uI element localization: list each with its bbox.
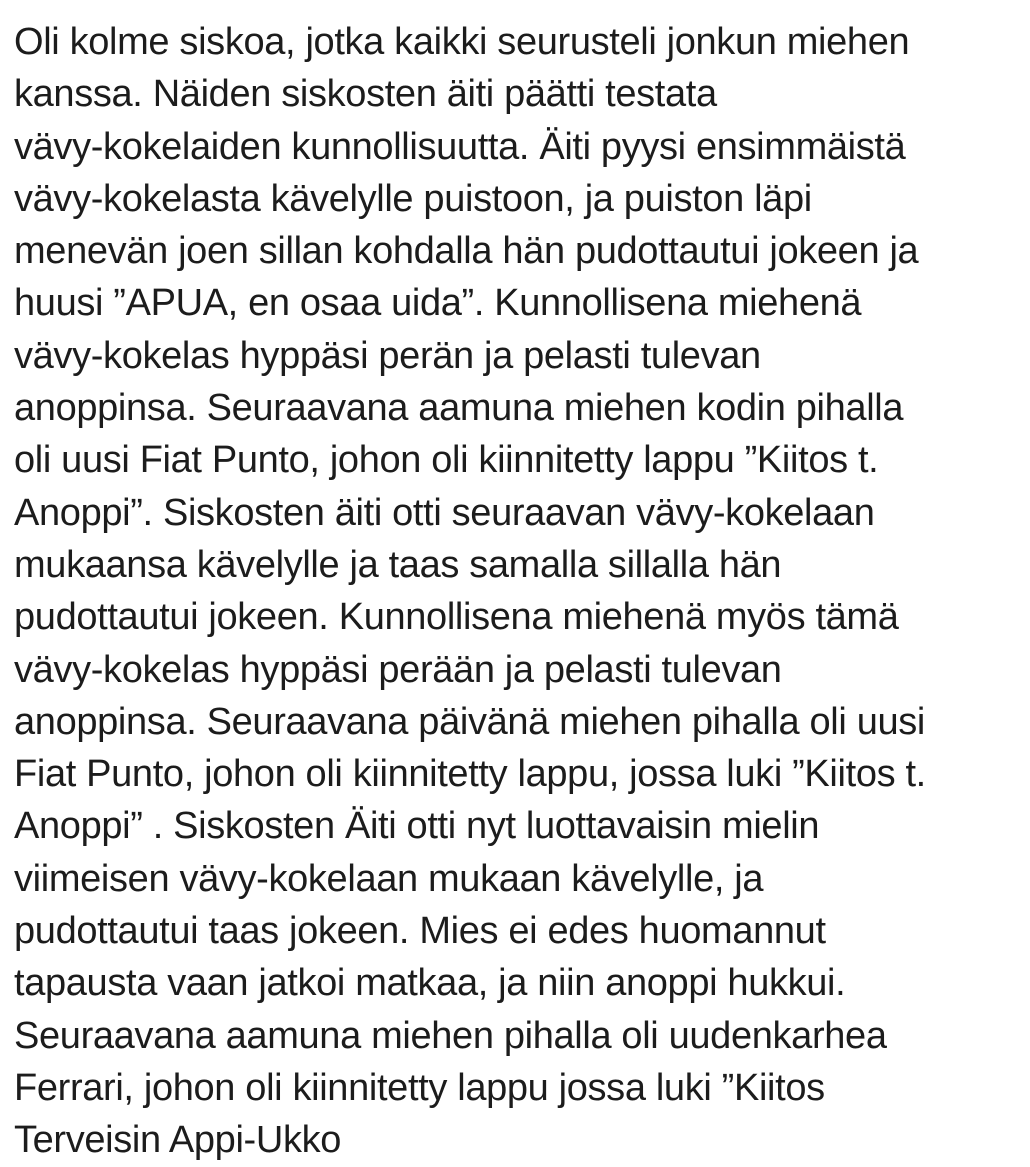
- text-line-17: viimeisen vävy-kokelaan mukaan kävelylle, ja: [14, 857, 764, 900]
- text-line-3: vävy-kokelaiden kunnollisuutta. Äiti pyysi ensimmäistä: [14, 125, 906, 168]
- text-line-22: Terveisin Appi-Ukko: [14, 1119, 342, 1162]
- text-line-4: vävy-kokelasta kävelylle puistoon, ja puiston läpi: [14, 177, 812, 220]
- text-line-13: vävy-kokelas hyppäsi perään ja pelasti tulevan: [14, 648, 782, 691]
- post-body-text: [14, 16, 1024, 1167]
- text-line-19: tapausta vaan jatkoi matkaa, ja niin anoppi hukkui.: [14, 962, 846, 1005]
- text-line-7: vävy-kokelas hyppäsi perän ja pelasti tulevan: [14, 334, 761, 377]
- text-line-1: Oli kolme siskoa, jotka kaikki seurusteli jonkun miehen: [14, 21, 910, 63]
- text-line-12: pudottautui jokeen. Kunnollisena miehenä myös tämä: [14, 596, 899, 639]
- text-line-6: huusi ”APUA, en osaa uida”. Kunnollisena miehenä: [14, 282, 862, 325]
- text-line-2: kanssa. Näiden siskosten äiti päätti testata: [14, 73, 717, 116]
- text-line-11: mukaansa kävelylle ja taas samalla sillalla hän: [14, 543, 782, 586]
- text-line-9: oli uusi Fiat Punto, johon oli kiinnitetty lappu ”Kiitos t.: [14, 439, 879, 482]
- text-line-16: Anoppi” . Siskosten Äiti otti nyt luottavaisin mielin: [14, 805, 820, 848]
- text-line-14: anoppinsa. Seuraavana päivänä miehen pihalla oli uusi: [14, 700, 926, 743]
- text-line-10: Anoppi”. Siskosten äiti otti seuraavan vävy-kokelaan: [14, 491, 875, 534]
- text-line-21: Ferrari, johon oli kiinnitetty lappu jossa luki ”Kiitos: [14, 1066, 825, 1109]
- text-line-15: Fiat Punto, johon oli kiinnitetty lappu, jossa luki ”Kiitos t.: [14, 753, 926, 796]
- text-line-18: pudottautui taas jokeen. Mies ei edes huomannut: [14, 910, 826, 953]
- text-line-8: anoppinsa. Seuraavana aamuna miehen kodin pihalla: [14, 387, 904, 430]
- text-line-20: Seuraavana aamuna miehen pihalla oli uudenkarhea: [14, 1014, 887, 1057]
- text-line-5: menevän joen sillan kohdalla hän pudottautui jokeen ja: [14, 230, 919, 273]
